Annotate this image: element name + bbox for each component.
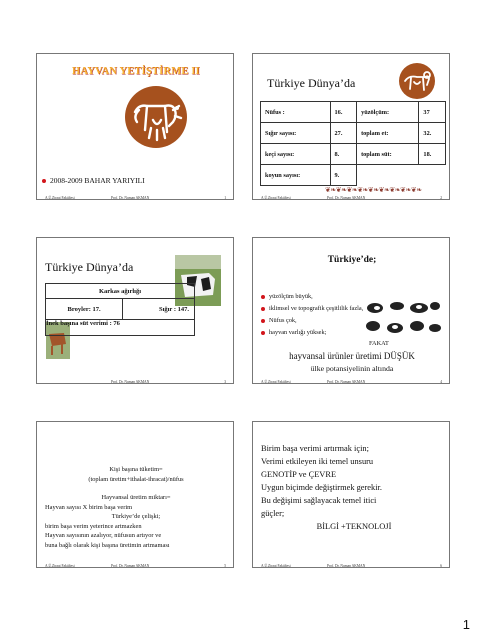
list-item: yüzölçüm büyük, — [261, 291, 363, 303]
farm-animals-illustration — [361, 298, 443, 338]
slide-5: Kişi başına tüketim= (toplam üretim+ithalat-ihracat)/nüfus Hayvansal üretim miktarı= Hayvan sayısı X birim başa verim Türkiye’de çelişki; birim başa verim yeterince artmazken Hayvan sayısının azalıyor, nüfusun artıyor ve buna bağlı olarak kişi başına üretimin artmaması A.Ü.Ziraat Fakültesi Prof. Dr. Numan AKMAN 5 — [36, 421, 234, 568]
slide-2: Türkiye Dünya’da Nüfus : 16. yüzölçüm: 37 Sığır sayısı: 27. toplam et: 32. keçi sayısı: 8. toplam süt: 18. koyun sayısı: 9. ❦❧❦❧❦❧❦❧❦❧❦❧❦❧❦❧❦❧ A.Ü.Ziraat Fakültesi Prof. Dr. Numan AKMAN 2 — [252, 53, 450, 200]
ram-logo-icon — [399, 63, 435, 99]
bullet-icon — [42, 179, 46, 183]
slide-4: Türkiye’de; yüzölçüm büyük, iklimsel ve topografik çeşitlilik fazla, Nüfus çok, hayvan varlığı yüksek; FAKAT hayvansal ürünler üretimi DÜŞÜK ülke potansiyelinin altında A.Ü.Ziraat Fakültesi Prof. Dr. Numan AKMAN 4 — [252, 237, 450, 384]
page-number: 1 — [462, 617, 470, 632]
list-item: iklimsel ve topografik çeşitlilik fazla, — [261, 303, 363, 315]
fakat-text: FAKAT — [369, 340, 389, 347]
bullet-icon — [261, 307, 265, 311]
slide-1: HAYVAN YETİŞTİRME II 2008-2009 BAHAR YARIYILI A.Ü.Ziraat Fakültesi Prof. Dr. Numan AKMAN 1 — [36, 53, 234, 200]
list-item: Nüfus çok, — [261, 315, 363, 327]
slide-title: Türkiye Dünya’da — [267, 76, 356, 90]
carcass-table — [45, 283, 195, 336]
bullet-list — [261, 291, 363, 339]
table-row: Karkas ağırlığı — [46, 284, 195, 299]
highlight-line-2: ülke potansiyelinin altında — [310, 364, 394, 373]
statistics-table — [260, 101, 446, 186]
list-item: hayvan varlığı yüksek; — [261, 327, 363, 339]
table-row: keçi sayısı: 8. toplam süt: 18. — [261, 144, 446, 165]
bullet-icon — [261, 331, 265, 335]
slide-3: Türkiye Dünya’da Karkas ağırlığı Broyler: 17. Sığır : 147. İnek başına süt verimi : 76 Prof. Dr. Numan AKMAN 3 — [36, 237, 234, 384]
slide-body: Kişi başına tüketim= (toplam üretim+ithalat-ihracat)/nüfus Hayvansal üretim miktarı= Hayvan sayısı X birim başa verim Türkiye’de çelişki; birim başa verim yeterince artmazken Hayvan sayısının azalıyor, nüfusun artıyor ve buna bağlı olarak kişi başına üretimin artmaması — [45, 466, 184, 549]
table-row: Nüfus : 16. yüzölçüm: 37 — [261, 102, 446, 123]
bullet-icon — [261, 319, 265, 323]
slide-title: HAYVAN YETİŞTİRME II — [72, 66, 200, 77]
animal-border-decoration: ❦❧❦❧❦❧❦❧❦❧❦❧❦❧❦❧❦❧ — [325, 186, 422, 194]
slide-body: Birim başa verimi artırmak için; Verimi etkileyen iki temel unsuru GENOTİP ve ÇEVRE Uygun biçimde değiştirmek gerekir. Bu değişimi sağlayacak temel itici güçler; BİLGİ +TEKNOLOJİ — [261, 444, 392, 531]
highlight-line: hayvansal ürünler üretimi DÜŞÜK — [289, 351, 415, 361]
cow-logo-icon — [125, 86, 187, 148]
table-row: koyun sayısı: 9. — [261, 165, 446, 186]
slide-title: Türkiye Dünya’da — [45, 260, 134, 274]
slide-6: Birim başa verimi artırmak için; Verimi etkileyen iki temel unsuru GENOTİP ve ÇEVRE Uygun biçimde değiştirmek gerekir. Bu değişimi sağlayacak temel itici güçler; BİLGİ +TEKNOLOJİ A.Ü.Ziraat Fakültesi Prof. Dr. Numan AKMAN 6 — [252, 421, 450, 568]
slide-title: Türkiye’de; — [327, 255, 377, 265]
bullet-icon — [261, 295, 265, 299]
table-row: İnek başına süt verimi : 76 — [46, 320, 195, 336]
semester-item: 2008-2009 BAHAR YARIYILI — [42, 176, 145, 185]
table-row: Broyler: 17. Sığır : 147. — [46, 299, 195, 320]
table-row: Sığır sayısı: 27. toplam et: 32. — [261, 123, 446, 144]
